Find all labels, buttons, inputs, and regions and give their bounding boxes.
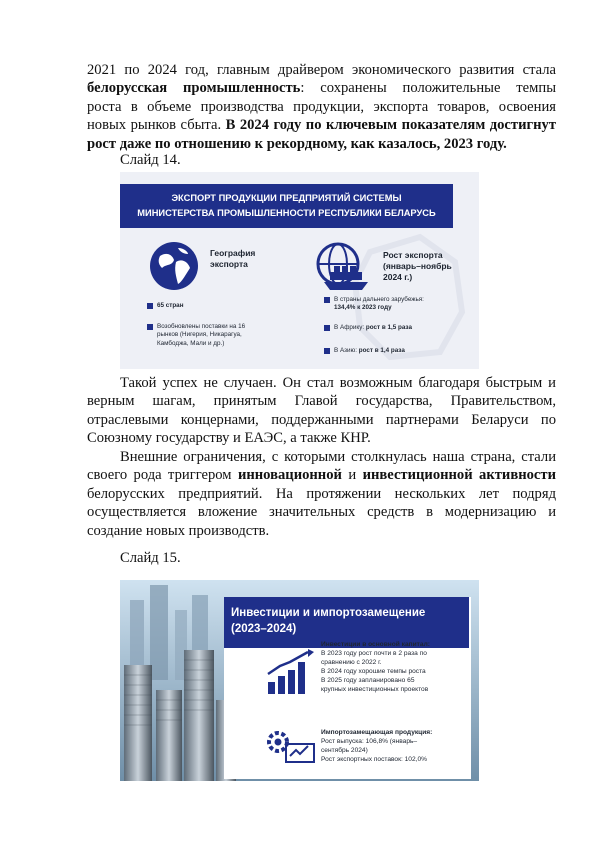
bullet-square [324, 348, 330, 354]
slide-14-title-line: ЭКСПОРТ ПРОДУКЦИИ ПРЕДПРИЯТИЙ СИСТЕМЫ [171, 193, 402, 203]
investments-line: В 2025 году запланировано 65 [321, 677, 415, 684]
text-line [87, 79, 556, 97]
bold-phrase: белорусская промышленность [87, 80, 301, 97]
text-line: Союзному государству и ЕАЭС, а также КНР. [87, 430, 371, 447]
slide-14-caption: Слайд 14. [120, 152, 181, 168]
text-line [87, 466, 556, 484]
text-fragment: В Азию: [334, 347, 359, 354]
investments-line: крупных инвестиционных проектов [321, 686, 429, 693]
text-fragment: новых рынков сбыта. [87, 117, 226, 134]
slide-14-title-line: МИНИСТЕРСТВА ПРОМЫШЛЕННОСТИ РЕСПУБЛИКИ БЕЛАРУСЬ [137, 208, 436, 218]
paragraph-success [87, 374, 556, 448]
growth-chart-icon [264, 648, 318, 696]
renewed-markets-line: Возобновлены поставки на 16 [157, 323, 246, 330]
bullet-square [147, 324, 153, 330]
investments-block [321, 640, 430, 694]
far-abroad-value: 134,4% к 2023 году [334, 304, 392, 312]
text-fragment: : сохранены положительные темпы [300, 80, 556, 97]
text-line: роста в объеме производства продукции, экспорта товаров, освоения [87, 98, 556, 115]
far-abroad-line: В страны дальнего зарубежья: [334, 296, 424, 303]
text-line: создание новых производств. [87, 522, 270, 539]
growth-title [383, 250, 452, 283]
bullet-square [324, 325, 330, 331]
text-line [87, 374, 556, 392]
bold-phrase: рост в 1,5 раза [365, 324, 412, 331]
renewed-markets-line: рынков (Нигерия, Никарагуа, [157, 331, 242, 339]
africa-growth [334, 324, 412, 332]
slide-15-title-line: Инвестиции и импортозамещение [231, 607, 426, 619]
investments-line: В 2023 году рост почти в 2 раза по [321, 650, 427, 657]
text-line: белорусских предприятий. На протяжении нескольких лет подряд [87, 485, 556, 502]
text-line: отраслевыми концернами, поддержанными партнерами Беларуси по [87, 411, 556, 428]
growth-title-line: (январь–ноябрь [383, 261, 452, 271]
slide-14-export [120, 172, 479, 369]
paragraph-industry [87, 61, 556, 153]
text-line: 2021 по 2024 год, главным драйвером экономического развития стала [87, 62, 556, 78]
paragraph-constraints [87, 448, 556, 540]
bullet-square [324, 297, 330, 303]
text-fragment: В Африку: [334, 324, 366, 331]
bullet-square [147, 303, 153, 309]
geo-title-line: экспорта [210, 259, 248, 269]
text-fragment: Внешние ограничения, с которыми столкнулась наша страна, стали [120, 449, 556, 465]
countries-count: 65 стран [157, 302, 184, 309]
text-fragment: своего рода триггером [87, 467, 238, 484]
import-substitution-line: Рост экспортных поставок: 102,0% [321, 756, 427, 763]
slide-15-title-line: (2023–2024) [231, 623, 297, 635]
renewed-markets-line: Камбоджа, Мали и др.) [157, 339, 225, 347]
text-fragment: Такой успех не случаен. Он стал возможным благодаря быстрым и [120, 375, 556, 391]
import-substitution-line: Рост выпуска: 106,8% (январь– [321, 738, 418, 745]
geo-title [210, 248, 255, 270]
investments-line: В 2024 году хорошие темпы роста [321, 668, 426, 675]
text-line [87, 116, 556, 134]
bold-phrase: инвестиционной активности [362, 467, 556, 484]
slide-14-title [120, 184, 453, 228]
renewed-markets [157, 323, 245, 348]
slide-15-investments [120, 580, 479, 781]
growth-title-line: 2024 г.) [383, 272, 413, 282]
bold-phrase: инновационной [237, 467, 342, 484]
geo-title-line: География [210, 248, 256, 258]
export-ship-icon [312, 242, 372, 294]
bold-phrase: В 2024 году по ключевым показателям достигнут [225, 117, 556, 134]
text-fragment: и [341, 467, 363, 484]
investments-line: сравнению с 2022 г. [321, 659, 382, 666]
slide-15-caption: Слайд 15. [120, 550, 181, 566]
gear-factory-icon [262, 726, 318, 766]
globe-icon [148, 240, 200, 292]
asia-growth [334, 347, 405, 355]
investments-heading: Инвестиции в основной капитал: [321, 641, 430, 648]
text-line [87, 135, 556, 153]
bold-phrase: рост даже по отношению к рекордному, как казалось, 2023 году. [87, 135, 507, 152]
import-substitution-line: сентябрь 2024) [321, 747, 368, 754]
import-substitution-heading: Импортозамещающая продукция: [321, 729, 433, 736]
bold-phrase: рост в 1,4 раза [358, 347, 405, 354]
text-line [87, 448, 556, 466]
import-substitution-block [321, 728, 432, 764]
text-line: верным шагам, принятым Главой государства, Правительством, [87, 393, 556, 410]
far-abroad-growth [334, 296, 424, 313]
text-line: осуществляется вложение значительных средств в модернизацию и [87, 504, 556, 521]
growth-title-line: Рост экспорта [383, 250, 443, 260]
